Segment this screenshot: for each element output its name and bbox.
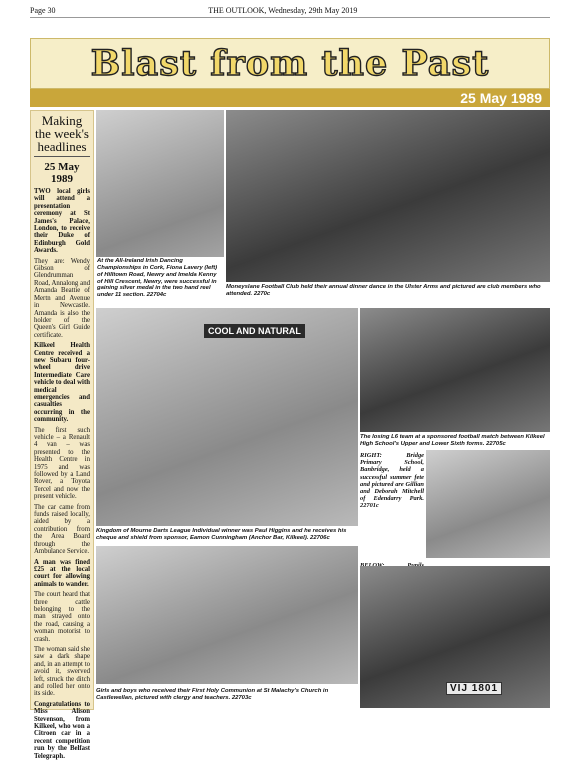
headlines-sidebar [30, 110, 94, 760]
sidebar-paragraph: The woman said she saw a dark shape and, in an attempt to avoid it, swerved left, struck the ditch and rolled her onto its side. [34, 645, 90, 698]
page-header [30, 6, 550, 18]
sidebar-paragraph: The court heard that three cattle belonging to the man strayed onto the road, causing a woman motorist to crash. [34, 591, 90, 643]
sidebar-paragraph: A man was fined £25 at the local court for allowing animals to wander. [34, 558, 90, 588]
bridge-photo [426, 450, 550, 558]
darts-photo [96, 308, 358, 526]
sidebar-paragraph: Congratulations to Miss Alison Stevenson, from Kilkeel, who won a Citroen car in a recent competition run by the Belfast Telegraph. [34, 700, 90, 760]
number-plate: VIJ 1801 [446, 682, 502, 695]
banner-date: 25 May 1989 [30, 89, 550, 107]
page-number: Page 30 [30, 6, 56, 15]
sidebar-date: 25 May 1989 [44, 161, 80, 185]
darts-sign: COOL AND NATURAL [204, 324, 305, 338]
dancers-caption: At the All-Ireland Irish Dancing Championships in Cork, Fiona Lavery (left) of Hilltown Road, Newry and Imelda Kenny of Hill Crescent, Newry, were successful in gaining silver medal in the two hand reel under 11 section. 22704c [96, 257, 224, 300]
sidebar-paragraph: They are: Wendy Gibson of Glendrumman Road, Annalong and Amanda Beattie of Mertn and Avenue in Newcastle. Amanda is also the holder of the Queen's Girl Guide certificate. [34, 257, 90, 339]
communion-caption: Girls and boys who received their First Holy Communion at St Malachy's Church in Castlewellan, pictured with clergy and teachers. 22703c [96, 688, 358, 702]
sidebar-paragraph: The car came from funds raised locally, aided by a contribution from the Area Board through the Ambulance Service. [34, 503, 90, 556]
banner [30, 38, 550, 89]
football-club-photo [226, 110, 550, 282]
dancers-photo [96, 110, 224, 300]
football-club-caption: Moneyslane Football Club held their annual dinner dance in the Ulster Arms and pictured are club members who attended. 2270c [226, 284, 550, 298]
issue-line: THE OUTLOOK, Wednesday, 29th May 2019 [208, 6, 358, 15]
l6-team-photo [360, 308, 550, 432]
car-wash-photo [360, 566, 550, 708]
l6-caption: The losing L6 team at a sponsored football match between Kilkeel High School's Upper and Lower Sixth forms. 22705c [360, 434, 550, 448]
sidebar-text [34, 188, 90, 760]
sidebar-paragraph: Kilkeel Health Centre received a new Subaru four-wheel drive Intermediate Care vehicle to deal with medical emergencies and casualties occurring in the community. [34, 342, 90, 424]
sidebar-paragraph: TWO local girls will attend a presentation ceremony at St James's Palace, London, to receive their Duke of Edinburgh Gold Awards. [34, 188, 90, 255]
sidebar-heading: Making the week's headlines [34, 114, 90, 157]
sidebar-paragraph: The first such vehicle – a Renault 4 van – was presented to the Health Centre in 1975 and was followed by a Land Rover, a Toyota Tercel and now the present vehicle. [34, 426, 90, 501]
banner-title: Blast from the Past [90, 43, 490, 84]
communion-photo [96, 546, 358, 684]
bridge-text: RIGHT: Bridge Primary School, Banbridge, held a successful summer fete and pictured are Gillian and Deborah Mitchell of Edendarry Park. 22701c [360, 452, 424, 510]
darts-caption: Kingdom of Mourne Darts League Individual winner was Paul Higgins and he receives his cheque and shield from sponsor, Eamon Cunningham (Anchor Bar, Kilkeel). 22706c [96, 528, 358, 542]
